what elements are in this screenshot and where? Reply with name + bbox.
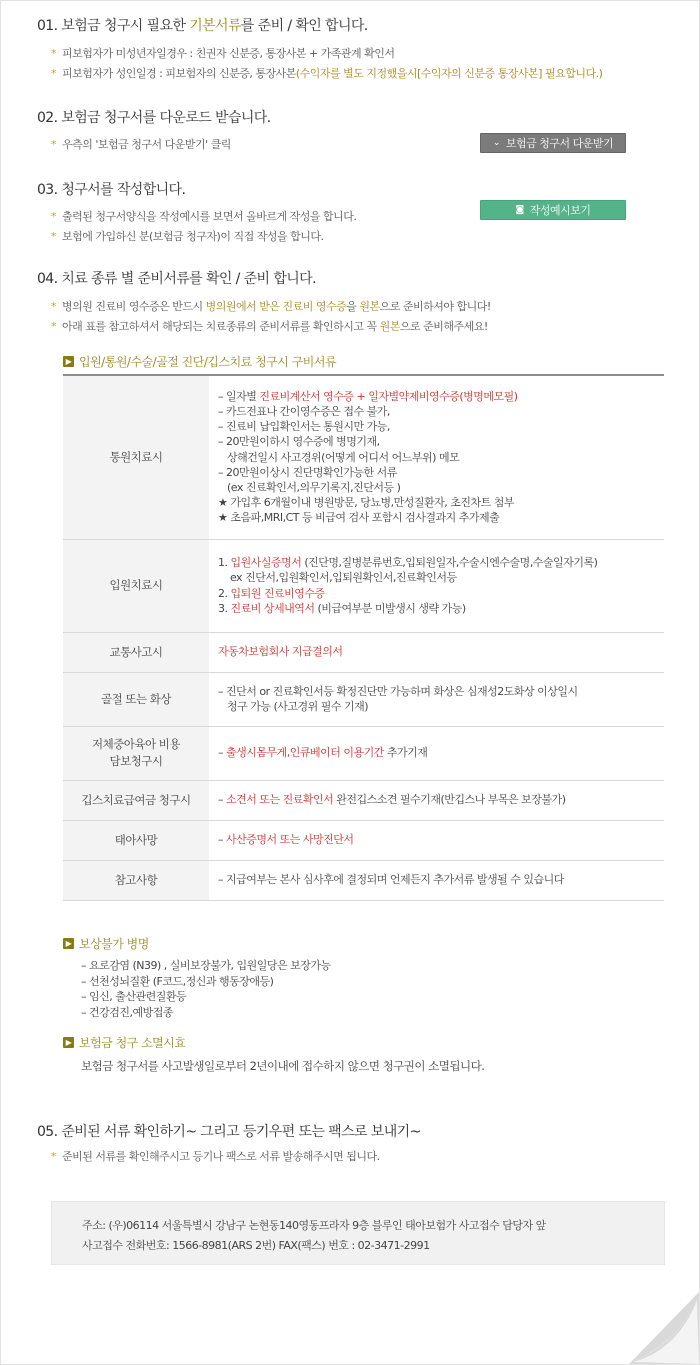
step5-title: 05. 준비된 서류 확인하기~ 그리고 등기우편 또는 팩스로 보내기~ bbox=[37, 1124, 421, 1140]
table-row bbox=[63, 726, 664, 780]
excluded-diseases-list bbox=[81, 958, 331, 1020]
row-key: 태아사망 bbox=[63, 820, 209, 860]
star-icon: * bbox=[51, 230, 56, 243]
step1-bullet-minor: * 피보험자가 미성년자일경우 : 친권자 신분증, 통장사본 + 가족관계 확인서 bbox=[51, 47, 395, 60]
chevron-down-icon: ⌄ bbox=[492, 138, 500, 148]
row-key: 골절 또는 화상 bbox=[63, 672, 209, 726]
row-key: 참고사항 bbox=[63, 860, 209, 900]
row-value: – 사산증명서 또는 사망진단서 bbox=[209, 820, 664, 860]
step1-title: 01. 보험금 청구시 필요한 기본서류를 준비 / 확인 합니다. bbox=[37, 18, 368, 34]
star-icon: * bbox=[51, 320, 56, 333]
address-box bbox=[51, 1201, 665, 1265]
table-row bbox=[63, 672, 664, 726]
list-item: – 임신, 출산관련질환등 bbox=[81, 990, 187, 1003]
star-icon: * bbox=[51, 47, 56, 60]
table-row bbox=[63, 632, 664, 672]
expiry-text: 보험금 청구서를 사고발생일로부터 2년이내에 접수하지 않으면 청구권이 소멸됩니다. bbox=[81, 1059, 485, 1073]
step1-bullet-adult: * 피보험자가 성인일경 : 피보험자의 신분증, 통장사본(수익자를 별도 지정했을시[수익자의 신분증 통장사본] 필요합니다.) bbox=[51, 67, 603, 80]
step4-title: 04. 치료 종류 별 준비서류를 확인 / 준비 합니다. bbox=[37, 271, 316, 287]
list-item: – 건강검진,예방접종 bbox=[81, 1005, 174, 1019]
star-icon: * bbox=[51, 67, 56, 80]
row-key: 교통사고시 bbox=[63, 632, 209, 672]
required-docs-table bbox=[63, 374, 664, 901]
list-item: – 요로감염 (N39) , 실비보장불가, 입원일당은 보장가능 bbox=[81, 959, 331, 972]
arrow-right-icon: ▶ bbox=[63, 1037, 74, 1048]
row-value: 1. 입원사실증명서 (진단명,질병분류번호,입퇴원일자,수술시엔수술명,수술일자기록) ex 진단서,입원확인서,입퇴원확인서,진료확인서등 2. 입퇴원 진료비영수증 3. 진료비 상세내역서 (비급여부분 미발생시 생략 가능) bbox=[209, 539, 664, 632]
row-value: – 지급여부는 본사 심사후에 결정되며 언제든지 추가서류 발생될 수 있습니다 bbox=[209, 860, 664, 900]
address-line: 주소: (우)06114 서울특별시 강남구 논현동140영동프라자 9층 블루인 태아보험가 사고접수 담당자 앞 bbox=[82, 1219, 546, 1232]
arrow-right-icon: ▶ bbox=[63, 938, 74, 949]
list-item: – 선천성뇌질환 (F코드,정신과 행동장애등) bbox=[81, 974, 274, 988]
table-row bbox=[63, 860, 664, 900]
step3-bullet-1: * 출력된 청구서양식을 작성예시를 보면서 올바르게 작성을 합니다. bbox=[51, 210, 357, 223]
row-value: – 출생시몸무게,인큐베이터 이용기간 추가기재 bbox=[209, 726, 664, 780]
step2-bullet: * 우측의 '보험금 청구서 다운받기' 클릭 bbox=[51, 138, 231, 151]
star-icon: * bbox=[51, 300, 56, 313]
table-row bbox=[63, 780, 664, 820]
row-value: – 소견서 또는 진료확인서 완전깁스소견 필수기재(반깁스나 부목은 보장불가) bbox=[209, 780, 664, 820]
star-icon: * bbox=[51, 138, 56, 151]
star-icon: * bbox=[51, 210, 56, 223]
step4-bullet-2: * 아래 표를 참고하셔서 해당되는 치료종류의 준비서류를 확인하시고 꼭 원본으로 준비해주세요! bbox=[51, 320, 488, 333]
row-key: 통원치료시 bbox=[63, 375, 209, 539]
step5-bullet: * 준비된 서류를 확인해주시고 등기나 팩스로 서류 발송해주시면 됩니다. bbox=[51, 1150, 380, 1163]
view-icon: ◙ bbox=[515, 205, 524, 215]
required-docs-heading: ▶ 입원/통원/수술/골절 진단/깁스치료 청구시 구비서류 bbox=[63, 353, 336, 370]
row-key: 입원치료시 bbox=[63, 539, 209, 632]
step3-title: 03. 청구서를 작성합니다. bbox=[37, 182, 186, 198]
row-value: 자동차보험회사 지급결의서 bbox=[209, 632, 664, 672]
expiry-heading: ▶ 보험금 청구 소멸시효 bbox=[63, 1034, 185, 1051]
row-value: – 진단서 or 진료확인서등 확정진단만 가능하며 화상은 심재성2도화상 이상일시 청구 가능 (사고경위 필수 기재) bbox=[209, 672, 664, 726]
step4-bullet-1: * 병의원 진료비 영수증은 반드시 병의원에서 받은 진료비 영수증을 원본으로 준비하셔야 합니다! bbox=[51, 300, 491, 313]
star-icon: * bbox=[51, 1150, 56, 1163]
view-example-button[interactable]: ◙ 작성예시보기 bbox=[480, 200, 626, 220]
page-curl-icon bbox=[629, 1292, 699, 1364]
contact-line: 사고접수 전화번호: 1566-8981(ARS 2번) FAX(팩스) 번호 : 02-3471-2991 bbox=[82, 1239, 430, 1252]
row-key: 저체중아육아 비용 담보청구시 bbox=[63, 726, 209, 780]
step3-bullet-2: * 보험에 가입하신 분(보험금 청구자)이 직접 작성을 합니다. bbox=[51, 230, 324, 243]
step2-title: 02. 보험금 청구서를 다운로드 받습니다. bbox=[37, 110, 271, 126]
arrow-right-icon: ▶ bbox=[63, 356, 74, 367]
excluded-diseases-heading: ▶ 보상불가 병명 bbox=[63, 935, 149, 952]
row-value: – 일자별 진료비계산서 영수증 + 일자별약제비영수증(병명메모필) – 카드전표나 간이영수증은 접수 불가, – 진료비 납입확인서는 통원시만 가능, – 20만원이하시 영수증에 병명기재, 상해건일시 사고경위(어떻게 어디서 어느부위) 메모 – 20만원이상시 진단명확인가능한 서류 (ex 진료확인서,의무기록지,진단서등 ) ★ 가입후 6개월이내 병원방문, 당뇨병,만성질환자, 초진차트 첨부 ★ 초음파,MRI,CT 등 비급여 검사 포함시 검사결과지 추가제출 bbox=[209, 375, 664, 539]
table-row bbox=[63, 820, 664, 860]
table-row bbox=[63, 375, 664, 539]
table-row bbox=[63, 539, 664, 632]
row-key: 깁스치료급여금 청구시 bbox=[63, 780, 209, 820]
download-claim-form-button[interactable]: ⌄ 보험금 청구서 다운받기 bbox=[480, 133, 626, 153]
